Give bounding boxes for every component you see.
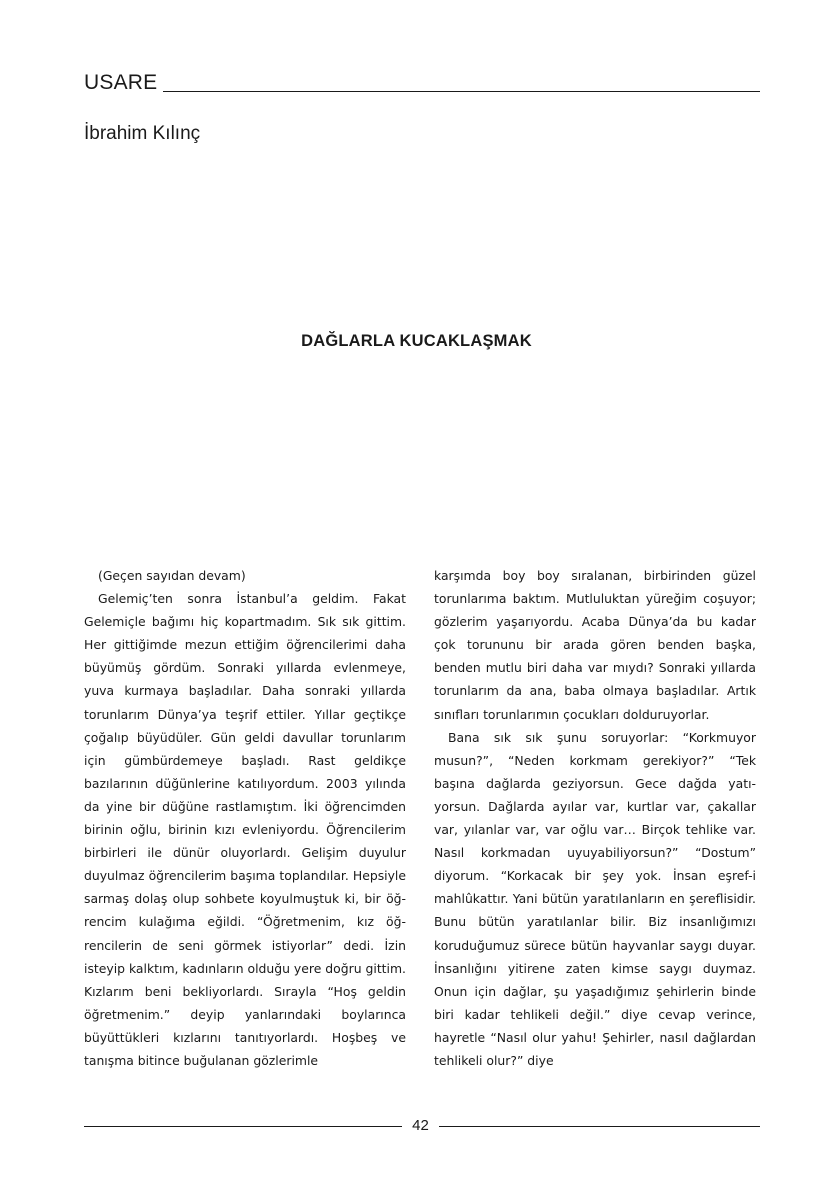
footer-rule-left bbox=[84, 1126, 402, 1127]
page-number: 42 bbox=[412, 1117, 429, 1134]
footer-rule-right bbox=[439, 1126, 760, 1127]
author-name: İbrahim Kılınç bbox=[84, 123, 201, 144]
paragraph: Gelemiç’ten sonra İstanbul’a geldim. Fakat Gelemiçle bağımı hiç kopartmadım. Sık sık gittim. Her gittiğimde mezun ettiğim öğrencilerimi daha büyümüş gördüm. Sonraki yıllarda evlenmeye, yuva kurmaya başladılar. Daha sonraki yıllarda torunlarım Dünya’ya teşrif ettiler. Yıllar geçtikçe çoğalıp büyüdüler. Gün geldi davullar torunlarım için gümbürdemeye başladı. Rast geldikçe bazılarının düğünlerine katılıyordum. 2003 yılında da yine bir düğüne rastlamıştım. İki öğrencimden birinin oğlu, birinin kızı evleniyordu. Öğrencilerim birbirleri ile dünür oluyorlardı. Gelişim duyulur duyulmaz öğrencilerim başıma toplandılar. Hepsiyle sarmaş dolaş olup sohbete koyulmuştuk ki, bir öğrencim kulağıma eğildi. “Öğretmenim, kız öğrencilerin de seni görmek istiyorlar” dedi. İzin isteyip kalktım, kadınların olduğu yere doğru gittim. Kızlarım beni bekliyorlardı. Sırayla “Hoş geldin öğretmenim.” deyip yanlarındaki boylarınca büyüttükleri kızlarını tanıtıyorlardı. Hoşbeş ve tanışma bitince buğulanan gözlerimle bbox=[84, 591, 406, 1068]
paragraph: Bana sık sık şunu soruyorlar: “Korkmuyor musun?”, “Neden korkmam gerekiyor?” “Tek başına dağlarda geziyorsun. Gece dağda yatıyorsun. Dağlarda ayılar var, kurtlar var, çakallar var, yılanlar var, var oğlu var… Birçok tehlike var. Nasıl korkmadan uyuyabiliyorsun?” “Dostum” diyorum. “Korkacak bir şey yok. İnsan eşref-i mahlûkattır. Yani bütün yaratılanların en şereflisidir. Bunu bütün yaratılanlar bilir. Biz insanlığımızı koruduğumuz sürece bütün hayvanlar saygı duyar. İnsanlığını yitirene zaten kimse saygı duymaz. Onun için dağlar, şu yaşadığımız şehirlerin binde biri kadar tehlikeli değil.” diye cevap verince, hayretle “Nasıl olur yahu! Şehirler, nasıl dağlardan tehlikeli olur?” diye bbox=[434, 729, 756, 1068]
running-header bbox=[84, 72, 760, 94]
paragraph: karşımda boy boy sıralanan, birbirinden güzel torunlarıma baktım. Mutluluktan yüreğim coşuyor; gözlerim yaşarıyordu. Acaba Dünya’da bu kadar çok torununu bir arada gören benden başka, benden mutlu biri daha var mıydı? Sonraki yıllarda torunlarım da ana, baba olmaya başladılar. Artık sınıfları torunlarımın çocukları dolduruyorlar. bbox=[434, 568, 756, 722]
article-title: DAĞLARLA KUCAKLAŞMAK bbox=[301, 332, 532, 350]
text-column-left bbox=[84, 564, 406, 1072]
header-rule bbox=[163, 91, 760, 92]
journal-title: USARE bbox=[84, 71, 158, 94]
page-footer bbox=[84, 1116, 760, 1136]
text-column-right bbox=[434, 564, 756, 1072]
paragraph: (Geçen sayıdan devam) bbox=[98, 568, 246, 583]
